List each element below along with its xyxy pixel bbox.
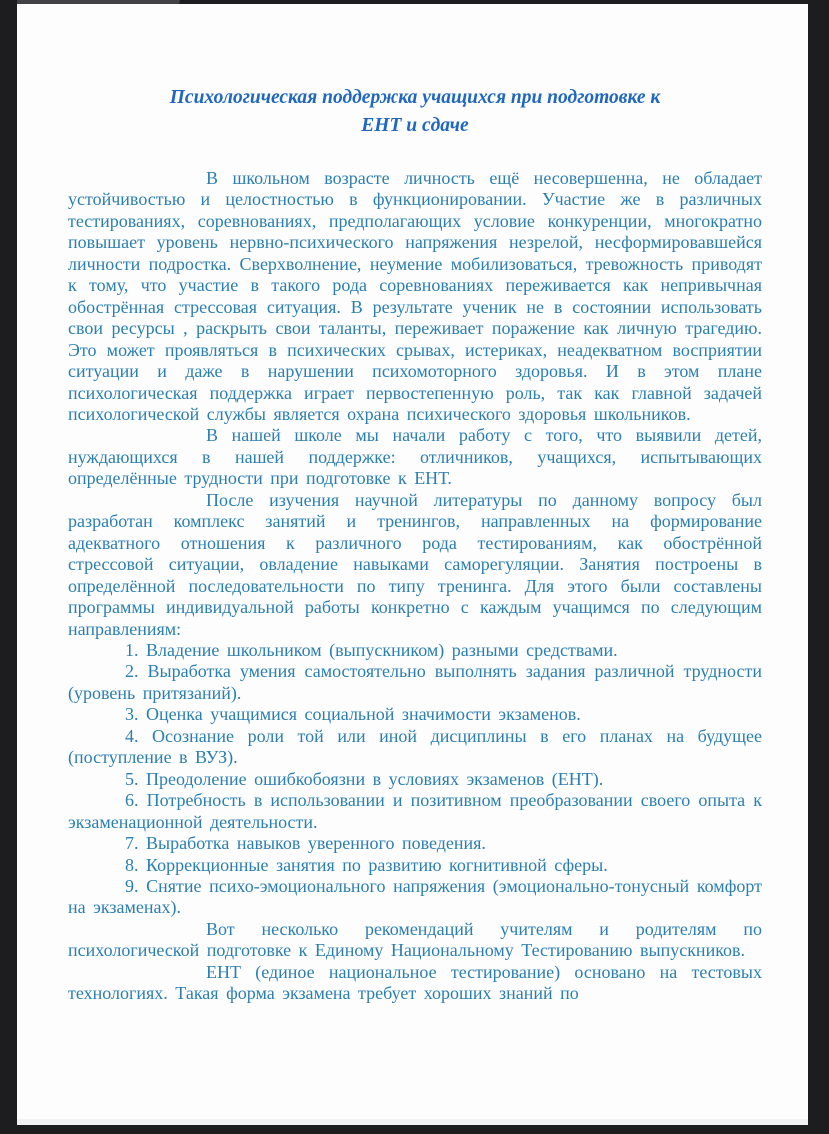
paragraph: Вот несколько рекомендаций учителям и родителям по психологической подготовке к Единому Национальному Тестированию выпускников. <box>68 918 762 961</box>
list-item: 4. Осознание роли той или иной дисциплины в его планах на будущее (поступление в ВУЗ). <box>68 725 762 768</box>
paragraph: В школьном возрасте личность ещё несовершенна, не обладает устойчивостью и целостностью в функционировании. Участие же в различных тестированиях, соревнованиях, предполагающих условие конкуренции, многократно повышает уровень нервно-психического напряжения незрелой, несформировавшейся личности подростка. Сверхволнение, неумение мобилизоваться, тревожность приводят к тому, что участие в такого рода соревнованиях переживается как непривычная обострённая стрессовая ситуация. В результате ученик не в состоянии использовать свои ресурсы , раскрыть свои таланты, переживает поражение как личную трагедию. Это может проявляться в психических срывах, истериках, неадекватном восприятии ситуации и даже в нарушении психомоторного здоровья. И в этом плане психологическая поддержка играет первостепенную роль, так как главной задачей психологической службы является охрана психического здоровья школьников. <box>68 168 762 424</box>
list-item: 9. Снятие психо-эмоционального напряжения (эмоционально-тонусный комфорт на экзаменах). <box>68 875 762 918</box>
list-item: 7. Выработка навыков уверенного поведения. <box>125 833 486 854</box>
list-item: 3. Оценка учащимися социальной значимости экзаменов. <box>125 704 581 725</box>
list-item: 6. Потребность в использовании и позитивном преобразовании своего опыта к экзаменационной деятельности. <box>68 790 762 832</box>
list-item: 1. Владение школьником (выпускником) разными средствами. <box>125 639 618 660</box>
document-title <box>68 84 762 140</box>
document-body <box>68 168 762 1005</box>
page-bottom-strip <box>17 1119 808 1125</box>
document-title-line2: ЕНТ и сдаче <box>361 115 469 136</box>
paragraph: В нашей школе мы начали работу с того, что выявили детей, нуждающихся в нашей поддержке: отличников, учащихся, испытывающих определённые трудности при подготовке к ЕНТ. <box>68 425 762 489</box>
paragraph: После изучения научной литературы по данному вопросу был разработан комплекс занятий и тренингов, направленных на формирование адекватного отношения к различного рода тестированиям, как обострённой стрессовой ситуации, овладение навыками саморегуляции. Занятия построены в определённой последовательности по типу тренинга. Для этого были составлены программы индивидуальной работы конкретно с каждым учащимся по следующим направлениям: <box>68 489 762 639</box>
list-item: 2. Выработка умения самостоятельно выполнять задания различной трудности (уровень притязаний). <box>68 661 762 703</box>
list-item: 5. Преодоление ошибкобоязни в условиях экзаменов (ЕНТ). <box>125 768 604 789</box>
document-content <box>68 4 762 1005</box>
document-title-line1: Психологическая поддержка учащихся при подготовке к <box>169 87 661 108</box>
document-page <box>17 4 808 1125</box>
list-item: 8. Коррекционные занятия по развитию когнитивной сферы. <box>125 854 608 875</box>
paragraph: ЕНТ (единое национальное тестирование) основано на тестовых технологиях. Такая форма экзамена требует хороших знаний по <box>68 961 762 1004</box>
